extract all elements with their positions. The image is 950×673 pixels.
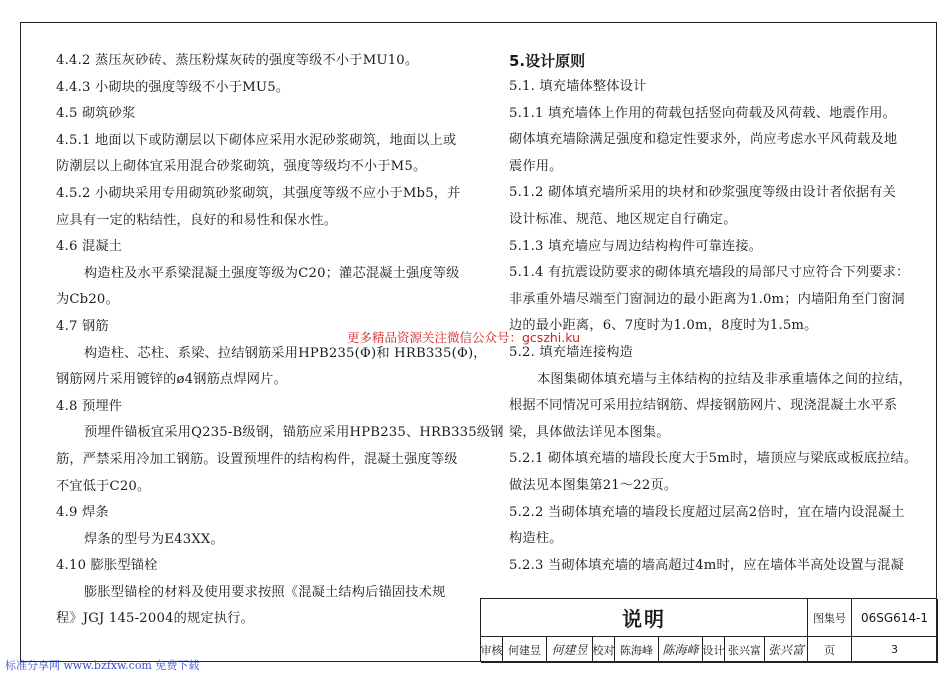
reviewer-signature: 何建昱 [547,637,593,663]
check-label: 校对 [593,637,615,663]
text-line: 4.7 钢筋 [56,318,109,334]
text-line: 设计标准、规范、地区规定自行确定。 [509,211,737,227]
text-line: 非承重外墙尽端至门窗洞边的最小距离为1.0m；内墙阳角至门窗洞 [509,291,905,307]
text-line: 4.5 砌筑砂浆 [56,106,136,122]
footer-site-text: 标准分享网 www.bzfxw.com 免费下载 [5,659,200,672]
atlas-number-label: 图集号 [808,599,852,637]
text-line: 砌体填充墙除满足强度和稳定性要求外，尚应考虑水平风荷载及地 [509,132,898,148]
designer-signature: 张兴富 [765,637,808,663]
text-line: 应具有一定的粘结性，良好的和易性和保水性。 [56,212,338,228]
checker-name: 陈海峰 [615,637,659,663]
text-line: 4.10 膨胀型锚栓 [56,558,158,574]
text-line: 梁，具体做法详见本图集。 [509,424,670,440]
page-number: 3 [852,637,938,663]
checker-signature: 陈海峰 [659,637,703,663]
text-line: 5.2.1 砌体填充墙的墙段长度大于5m时，墙顶应与梁底或板底拉结。 [509,451,918,467]
design-label: 设计 [703,637,725,663]
text-line: 不宜低于C20。 [56,478,151,494]
text-line: 4.5.1 地面以下或防潮层以下砌体应采用水泥砂浆砌筑，地面以上或 [56,132,457,148]
text-line: 4.4.2 蒸压灰砂砖、蒸压粉煤灰砖的强度等级不小于MU10。 [56,53,419,68]
text-line: 震作用。 [509,158,563,174]
text-line: 膨胀型锚栓的材料及使用要求按照《混凝土结构后锚固技术规 [84,584,446,600]
text-line: 5.1.4 有抗震设防要求的砌体填充墙段的局部尺寸应符合下列要求： [509,265,910,281]
text-line: 构造柱。 [509,531,563,547]
text-line: 为Cb20。 [56,292,119,308]
text-line: 边的最小距离，6、7度时为1.0m，8度时为1.5m。 [509,318,818,334]
text-line: 5.1. 填充墙体整体设计 [509,79,647,94]
text-line: 做法见本图集第21～22页。 [509,477,678,493]
text-line: 4.8 预埋件 [56,398,123,414]
text-line: 预埋件锚板宜采用Q235-B级钢，锚筋应采用HPB235、HRB335级钢 [84,425,504,441]
reviewer-name: 何建昱 [503,637,547,663]
text-line: 4.6 混凝土 [56,239,123,255]
text-line: 5.2.3 当砌体填充墙的墙高超过4m时，应在墙体半高处设置与混凝 [509,557,904,573]
designer-name: 张兴富 [725,637,765,663]
text-line: 程》JGJ 145-2004的规定执行。 [56,611,254,627]
text-line: 筋，严禁采用冷加工钢筋。设置预埋件的结构构件，混凝土强度等级 [56,451,458,467]
text-line: 4.4.3 小砌块的强度等级不小于MU5。 [56,79,290,95]
text-line: 5.1.1 填充墙体上作用的荷载包括竖向荷载及风荷载、地震作用。 [509,105,897,121]
text-line: 5.2.2 当砌体填充墙的墙段长度超过层高2倍时，宜在墙内设混凝土 [509,504,905,520]
text-line: 本图集砌体填充墙与主体结构的拉结及非承重墙体之间的拉结， [537,371,912,387]
review-label: 审核 [481,637,503,663]
text-line: 根据不同情况可采用拉结钢筋、焊接钢筋网片、现浇混凝土水平系 [509,398,898,414]
text-line: 防潮层以上砌体宜采用混合砂浆砌筑，强度等级均不小于M5。 [56,159,427,175]
text-line: 5.2. 填充墙连接构造 [509,344,634,360]
text-line: 钢筋网片采用镀锌的ø4钢筋点焊网片。 [56,372,287,388]
text-line: 构造柱、芯柱、系梁、拉结钢筋采用HPB235(Φ)和 HRB335(Φ)， [84,345,487,361]
text-line: 4.5.2 小砌块采用专用砌筑砂浆砌筑，其强度等级不应小于Mb5，并 [56,185,461,201]
right-text-column [509,74,918,579]
text-line: 焊条的型号为E43XX。 [84,531,224,547]
text-line: 5.1.2 砌体填充墙所采用的块材和砂浆强度等级由设计者依据有关 [509,185,897,201]
page-label: 页 [808,637,852,663]
watermark-text: 更多精品资源关注微信公众号：gcszhi.ku [347,330,581,345]
text-line: 构造柱及水平系梁混凝土强度等级为C20；灌芯混凝土强度等级 [84,265,460,281]
text-line: 5.1.3 填充墙应与周边结构构件可靠连接。 [509,238,763,254]
section-heading: 5.设计原则 [509,52,586,70]
text-line: 4.9 焊条 [56,505,109,521]
title-block [480,598,937,662]
atlas-number: 06SG614-1 [852,599,938,637]
drawing-title: 说明 [481,599,808,637]
